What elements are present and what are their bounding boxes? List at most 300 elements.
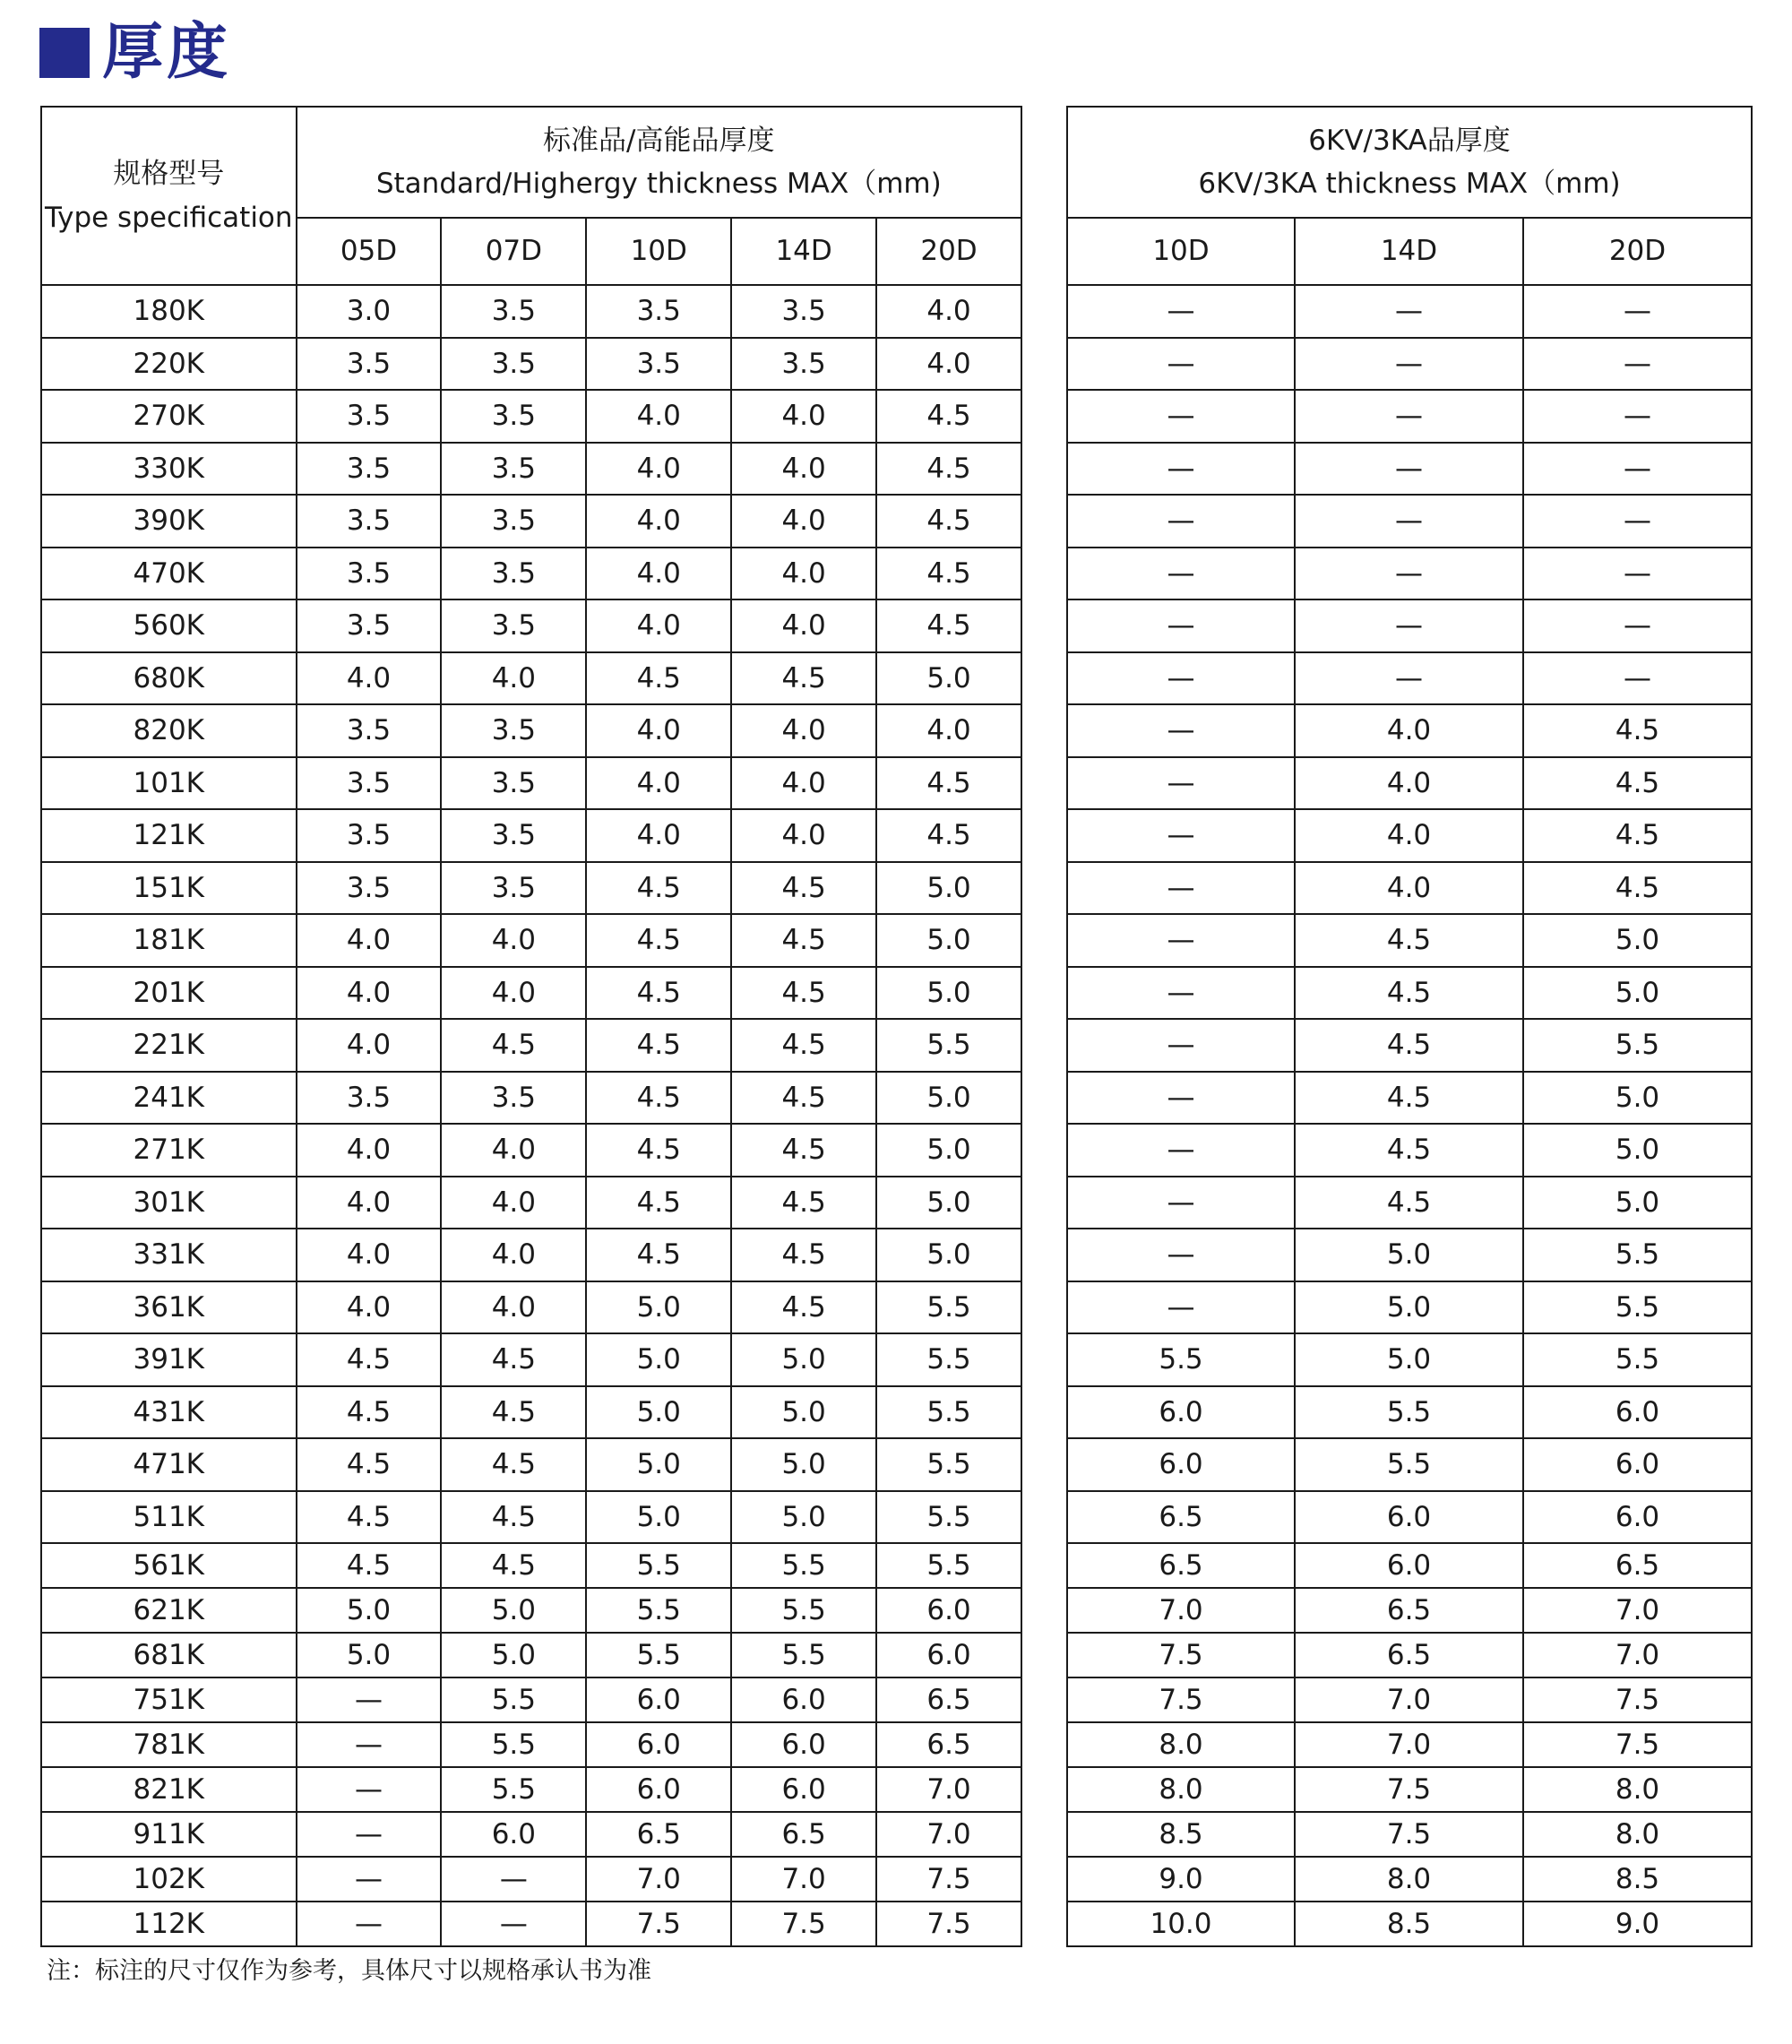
value-cell: 7.5 <box>586 1902 731 1946</box>
value-cell: 4.5 <box>1295 1019 1523 1072</box>
value-cell: 5.0 <box>297 1588 442 1633</box>
value-cell: 5.5 <box>1523 1281 1752 1334</box>
spec-cell: 560K <box>41 599 297 652</box>
value-cell: 4.0 <box>441 652 586 705</box>
value-cell: 6.5 <box>1067 1491 1295 1544</box>
table-row <box>1067 1722 1752 1767</box>
value-cell: 7.0 <box>1523 1588 1752 1633</box>
table-row <box>1067 1633 1752 1677</box>
value-cell: 3.5 <box>297 548 442 600</box>
table-row <box>41 914 1021 967</box>
value-cell: 4.5 <box>1295 1072 1523 1125</box>
table-row <box>41 1543 1021 1588</box>
value-cell: 9.0 <box>1067 1857 1295 1902</box>
value-cell: 6.0 <box>876 1633 1021 1677</box>
value-cell: — <box>441 1857 586 1902</box>
value-cell: 3.5 <box>731 338 876 391</box>
value-cell: 6.0 <box>586 1722 731 1767</box>
value-cell: 5.5 <box>1067 1333 1295 1386</box>
value-cell: 5.0 <box>876 1177 1021 1229</box>
value-cell: 4.0 <box>876 285 1021 338</box>
table-row <box>1067 1019 1752 1072</box>
value-cell: 6.0 <box>731 1722 876 1767</box>
spec-cell: 820K <box>41 704 297 757</box>
value-cell: 4.5 <box>876 443 1021 496</box>
value-cell: — <box>1067 338 1295 391</box>
value-cell: 5.5 <box>876 1281 1021 1334</box>
value-cell: 3.5 <box>297 390 442 443</box>
value-cell: — <box>1067 390 1295 443</box>
value-cell: 6.5 <box>876 1677 1021 1722</box>
value-cell: 4.5 <box>1295 967 1523 1020</box>
value-cell: 4.0 <box>441 1281 586 1334</box>
value-cell: 4.5 <box>297 1333 442 1386</box>
value-cell: 7.0 <box>876 1767 1021 1812</box>
value-cell: 4.0 <box>297 914 442 967</box>
value-cell: 3.5 <box>297 1072 442 1125</box>
table-row <box>41 1857 1021 1902</box>
value-cell: 6.5 <box>1295 1588 1523 1633</box>
table-row <box>1067 704 1752 757</box>
value-cell: 6.0 <box>1295 1543 1523 1588</box>
value-cell: — <box>1067 862 1295 915</box>
value-cell: 3.5 <box>297 809 442 862</box>
value-cell: 5.0 <box>876 1229 1021 1281</box>
spec-cell: 102K <box>41 1857 297 1902</box>
value-cell: 4.0 <box>297 1177 442 1229</box>
value-cell: 5.5 <box>586 1588 731 1633</box>
table-row <box>41 1281 1021 1334</box>
value-cell: 4.0 <box>586 599 731 652</box>
value-cell: 5.0 <box>586 1491 731 1544</box>
value-cell: 3.5 <box>441 338 586 391</box>
value-cell: 4.0 <box>731 548 876 600</box>
section-title <box>39 13 231 93</box>
spec-cell: 471K <box>41 1438 297 1491</box>
value-cell: 4.5 <box>441 1491 586 1544</box>
table-row <box>41 757 1021 810</box>
spec-cell: 271K <box>41 1124 297 1177</box>
table-row <box>41 1902 1021 1946</box>
value-cell: 6.5 <box>731 1812 876 1857</box>
value-cell: 4.0 <box>586 809 731 862</box>
table-row <box>41 1767 1021 1812</box>
value-cell: 7.5 <box>1523 1677 1752 1722</box>
value-cell: 7.0 <box>1295 1677 1523 1722</box>
table-row <box>1067 548 1752 600</box>
value-cell: 4.5 <box>441 1019 586 1072</box>
value-cell: — <box>297 1812 442 1857</box>
value-cell: — <box>1067 967 1295 1020</box>
value-cell: 4.0 <box>586 443 731 496</box>
column-header: 05D <box>297 218 442 285</box>
table-row <box>41 390 1021 443</box>
value-cell: — <box>1067 914 1295 967</box>
spec-cell: 270K <box>41 390 297 443</box>
value-cell: 3.5 <box>441 1072 586 1125</box>
value-cell: 3.5 <box>441 704 586 757</box>
value-cell: 6.0 <box>1523 1386 1752 1439</box>
value-cell: 8.0 <box>1067 1722 1295 1767</box>
value-cell: — <box>1067 285 1295 338</box>
value-cell: 5.5 <box>876 1438 1021 1491</box>
value-cell: 3.5 <box>441 599 586 652</box>
table-row <box>1067 967 1752 1020</box>
value-cell: — <box>1523 652 1752 705</box>
value-cell: 5.5 <box>586 1633 731 1677</box>
table-row <box>1067 652 1752 705</box>
value-cell: 5.0 <box>586 1438 731 1491</box>
value-cell: 4.5 <box>586 1124 731 1177</box>
6kv-thickness-table <box>1066 106 1753 1947</box>
value-cell: 3.0 <box>297 285 442 338</box>
value-cell: 4.0 <box>441 1229 586 1281</box>
value-cell: 4.5 <box>297 1438 442 1491</box>
table-row <box>41 1333 1021 1386</box>
table-row <box>41 704 1021 757</box>
value-cell: — <box>297 1857 442 1902</box>
value-cell: 5.0 <box>876 914 1021 967</box>
value-cell: 4.0 <box>876 338 1021 391</box>
value-cell: 5.5 <box>1295 1438 1523 1491</box>
value-cell: 6.0 <box>1067 1386 1295 1439</box>
value-cell: 5.0 <box>1295 1281 1523 1334</box>
value-cell: — <box>1067 1229 1295 1281</box>
table-row <box>41 1588 1021 1633</box>
value-cell: 4.5 <box>586 1229 731 1281</box>
table-row <box>41 443 1021 496</box>
value-cell: — <box>297 1722 442 1767</box>
value-cell: 6.0 <box>731 1767 876 1812</box>
value-cell: 5.0 <box>1295 1229 1523 1281</box>
page-title: 厚度 <box>102 17 232 88</box>
value-cell: 4.0 <box>586 495 731 548</box>
value-cell: 5.5 <box>876 1491 1021 1544</box>
value-cell: — <box>1067 1281 1295 1334</box>
table-row <box>1067 1386 1752 1439</box>
value-cell: 4.5 <box>1523 757 1752 810</box>
value-cell: 4.5 <box>1523 862 1752 915</box>
value-cell: 4.5 <box>731 1177 876 1229</box>
table-row <box>41 1386 1021 1439</box>
table-row <box>41 1812 1021 1857</box>
spec-cell: 511K <box>41 1491 297 1544</box>
column-header: 14D <box>1295 218 1523 285</box>
table-row <box>41 1229 1021 1281</box>
value-cell: 6.5 <box>1295 1633 1523 1677</box>
value-cell: 3.5 <box>441 862 586 915</box>
value-cell: — <box>1295 285 1523 338</box>
value-cell: 5.0 <box>1523 967 1752 1020</box>
column-header: 07D <box>441 218 586 285</box>
value-cell: 4.5 <box>731 1019 876 1072</box>
value-cell: 4.5 <box>586 914 731 967</box>
value-cell: — <box>297 1902 442 1946</box>
value-cell: 3.5 <box>297 599 442 652</box>
value-cell: 8.5 <box>1067 1812 1295 1857</box>
value-cell: 7.5 <box>1295 1767 1523 1812</box>
table-row <box>1067 914 1752 967</box>
value-cell: 4.5 <box>1295 1124 1523 1177</box>
spec-header-en: Type specification <box>44 201 293 234</box>
value-cell: 6.0 <box>876 1588 1021 1633</box>
value-cell: 7.0 <box>876 1812 1021 1857</box>
value-cell: 4.0 <box>297 1229 442 1281</box>
value-cell: 7.5 <box>1295 1812 1523 1857</box>
value-cell: 5.5 <box>441 1677 586 1722</box>
value-cell: 4.0 <box>731 809 876 862</box>
table-row <box>41 599 1021 652</box>
value-cell: 4.0 <box>441 967 586 1020</box>
value-cell: 4.5 <box>297 1491 442 1544</box>
table-row <box>1067 1767 1752 1812</box>
value-cell: — <box>1067 1177 1295 1229</box>
value-cell: 3.5 <box>297 862 442 915</box>
table-row <box>41 1677 1021 1722</box>
value-cell: 4.0 <box>586 548 731 600</box>
standard-group-header-cn: 标准品/高能品厚度 <box>543 124 775 157</box>
column-header: 20D <box>1523 218 1752 285</box>
value-cell: 5.5 <box>731 1633 876 1677</box>
value-cell: 4.5 <box>441 1438 586 1491</box>
table-row <box>1067 1902 1752 1946</box>
value-cell: 4.0 <box>731 599 876 652</box>
value-cell: 7.5 <box>1067 1633 1295 1677</box>
value-cell: 4.5 <box>876 757 1021 810</box>
value-cell: 4.5 <box>731 1229 876 1281</box>
value-cell: — <box>1295 338 1523 391</box>
value-cell: 5.5 <box>1523 1019 1752 1072</box>
value-cell: 3.5 <box>297 704 442 757</box>
spec-cell: 751K <box>41 1677 297 1722</box>
table-row <box>41 809 1021 862</box>
value-cell: 6.5 <box>1067 1543 1295 1588</box>
value-cell: — <box>1523 285 1752 338</box>
value-cell: 4.5 <box>731 1281 876 1334</box>
spec-cell: 391K <box>41 1333 297 1386</box>
value-cell: — <box>1067 1019 1295 1072</box>
spec-cell: 390K <box>41 495 297 548</box>
value-cell: 5.0 <box>731 1438 876 1491</box>
value-cell: — <box>297 1767 442 1812</box>
table-row <box>1067 809 1752 862</box>
value-cell: 4.5 <box>586 862 731 915</box>
value-cell: 8.5 <box>1295 1902 1523 1946</box>
value-cell: 4.0 <box>586 757 731 810</box>
table-row <box>1067 390 1752 443</box>
spec-cell: 181K <box>41 914 297 967</box>
spec-cell: 201K <box>41 967 297 1020</box>
spec-cell: 221K <box>41 1019 297 1072</box>
table-row <box>1067 1229 1752 1281</box>
value-cell: 4.5 <box>731 967 876 1020</box>
value-cell: 6.5 <box>876 1722 1021 1767</box>
value-cell: — <box>1295 652 1523 705</box>
spec-cell: 121K <box>41 809 297 862</box>
value-cell: 7.5 <box>731 1902 876 1946</box>
value-cell: — <box>1067 809 1295 862</box>
spec-cell: 821K <box>41 1767 297 1812</box>
value-cell: 3.5 <box>441 757 586 810</box>
column-header: 10D <box>586 218 731 285</box>
value-cell: 4.5 <box>876 809 1021 862</box>
value-cell: 6.0 <box>1067 1438 1295 1491</box>
spec-cell: 101K <box>41 757 297 810</box>
value-cell: — <box>1523 390 1752 443</box>
value-cell: — <box>1067 1072 1295 1125</box>
table-row <box>1067 338 1752 391</box>
value-cell: — <box>441 1902 586 1946</box>
value-cell: 8.5 <box>1523 1857 1752 1902</box>
value-cell: 6.5 <box>1523 1543 1752 1588</box>
spec-cell: 330K <box>41 443 297 496</box>
spec-cell: 681K <box>41 1633 297 1677</box>
value-cell: 5.5 <box>1523 1229 1752 1281</box>
value-cell: 4.0 <box>1295 862 1523 915</box>
value-cell: 7.5 <box>1523 1722 1752 1767</box>
value-cell: — <box>1295 599 1523 652</box>
value-cell: 5.0 <box>876 862 1021 915</box>
value-cell: 8.0 <box>1523 1767 1752 1812</box>
value-cell: 4.0 <box>1295 757 1523 810</box>
column-header: 20D <box>876 218 1021 285</box>
value-cell: — <box>1067 652 1295 705</box>
6kv-group-header <box>1067 107 1752 218</box>
spec-cell: 680K <box>41 652 297 705</box>
table-row <box>41 652 1021 705</box>
value-cell: — <box>1523 548 1752 600</box>
value-cell: 5.0 <box>1523 1177 1752 1229</box>
spec-cell: 911K <box>41 1812 297 1857</box>
value-cell: 6.0 <box>1523 1438 1752 1491</box>
value-cell: — <box>1295 443 1523 496</box>
value-cell: 5.0 <box>876 967 1021 1020</box>
value-cell: — <box>1295 390 1523 443</box>
value-cell: 4.0 <box>1295 704 1523 757</box>
value-cell: 7.5 <box>876 1857 1021 1902</box>
column-header: 10D <box>1067 218 1295 285</box>
value-cell: 5.0 <box>1523 1124 1752 1177</box>
value-cell: 3.5 <box>441 809 586 862</box>
value-cell: — <box>297 1677 442 1722</box>
table-row <box>41 1177 1021 1229</box>
table-row <box>1067 495 1752 548</box>
table-row <box>41 1438 1021 1491</box>
table-row <box>41 1491 1021 1544</box>
table-row <box>1067 1491 1752 1544</box>
table-row <box>1067 285 1752 338</box>
value-cell: 3.5 <box>297 495 442 548</box>
value-cell: 5.5 <box>1295 1386 1523 1439</box>
value-cell: 5.5 <box>876 1333 1021 1386</box>
value-cell: 5.0 <box>876 1072 1021 1125</box>
table-row <box>1067 1177 1752 1229</box>
value-cell: 10.0 <box>1067 1902 1295 1946</box>
value-cell: 4.0 <box>731 443 876 496</box>
spec-cell: 180K <box>41 285 297 338</box>
spec-cell: 621K <box>41 1588 297 1633</box>
value-cell: 5.0 <box>586 1386 731 1439</box>
table-row <box>41 285 1021 338</box>
value-cell: — <box>1523 599 1752 652</box>
table-row <box>41 1072 1021 1125</box>
value-cell: 5.5 <box>876 1543 1021 1588</box>
value-cell: 5.5 <box>1523 1333 1752 1386</box>
footnote: 注：标注的尺寸仅作为参考，具体尺寸以规格承认书为准 <box>47 1957 651 1985</box>
table-row <box>1067 1124 1752 1177</box>
spec-cell: 112K <box>41 1902 297 1946</box>
spec-cell: 241K <box>41 1072 297 1125</box>
value-cell: 4.5 <box>586 1072 731 1125</box>
column-header: 14D <box>731 218 876 285</box>
table-row <box>41 495 1021 548</box>
table-row <box>41 1722 1021 1767</box>
table-row <box>41 1124 1021 1177</box>
value-cell: 4.5 <box>876 548 1021 600</box>
value-cell: 3.5 <box>297 443 442 496</box>
table-row <box>41 1019 1021 1072</box>
value-cell: — <box>1067 757 1295 810</box>
6kv-group-header-cn: 6KV/3KA品厚度 <box>1308 124 1511 157</box>
spec-cell: 470K <box>41 548 297 600</box>
value-cell: 4.5 <box>441 1543 586 1588</box>
value-cell: 4.0 <box>586 390 731 443</box>
table-row <box>41 967 1021 1020</box>
value-cell: 4.0 <box>297 967 442 1020</box>
value-cell: 7.0 <box>1295 1722 1523 1767</box>
spec-cell: 220K <box>41 338 297 391</box>
value-cell: — <box>1067 443 1295 496</box>
value-cell: 3.5 <box>297 338 442 391</box>
value-cell: 4.0 <box>441 1124 586 1177</box>
value-cell: 6.0 <box>1295 1491 1523 1544</box>
spec-header-cn: 规格型号 <box>113 158 225 191</box>
table-row <box>41 862 1021 915</box>
value-cell: 4.5 <box>731 1072 876 1125</box>
value-cell: 7.0 <box>1067 1588 1295 1633</box>
value-cell: 5.0 <box>586 1333 731 1386</box>
table-row <box>41 548 1021 600</box>
value-cell: 5.0 <box>441 1633 586 1677</box>
value-cell: 5.0 <box>876 1124 1021 1177</box>
6kv-group-header-en: 6KV/3KA thickness MAX（mm) <box>1198 168 1621 200</box>
value-cell: 5.0 <box>731 1491 876 1544</box>
standard-group-header <box>297 107 1021 218</box>
value-cell: 4.5 <box>731 1124 876 1177</box>
value-cell: 4.5 <box>297 1386 442 1439</box>
value-cell: 4.5 <box>876 390 1021 443</box>
value-cell: 4.0 <box>441 1177 586 1229</box>
value-cell: 5.0 <box>297 1633 442 1677</box>
value-cell: 8.0 <box>1295 1857 1523 1902</box>
value-cell: 4.5 <box>586 1177 731 1229</box>
value-cell: 5.5 <box>876 1019 1021 1072</box>
value-cell: 4.5 <box>586 967 731 1020</box>
table-row <box>1067 1072 1752 1125</box>
value-cell: 4.0 <box>731 495 876 548</box>
value-cell: 5.5 <box>731 1543 876 1588</box>
value-cell: 6.0 <box>1523 1491 1752 1544</box>
title-square-icon <box>39 28 90 78</box>
value-cell: 5.5 <box>731 1588 876 1633</box>
table-row <box>1067 443 1752 496</box>
value-cell: 4.5 <box>876 599 1021 652</box>
value-cell: 3.5 <box>441 390 586 443</box>
value-cell: 4.5 <box>1523 809 1752 862</box>
value-cell: 4.0 <box>297 1281 442 1334</box>
table-row <box>1067 1281 1752 1334</box>
spec-cell: 151K <box>41 862 297 915</box>
